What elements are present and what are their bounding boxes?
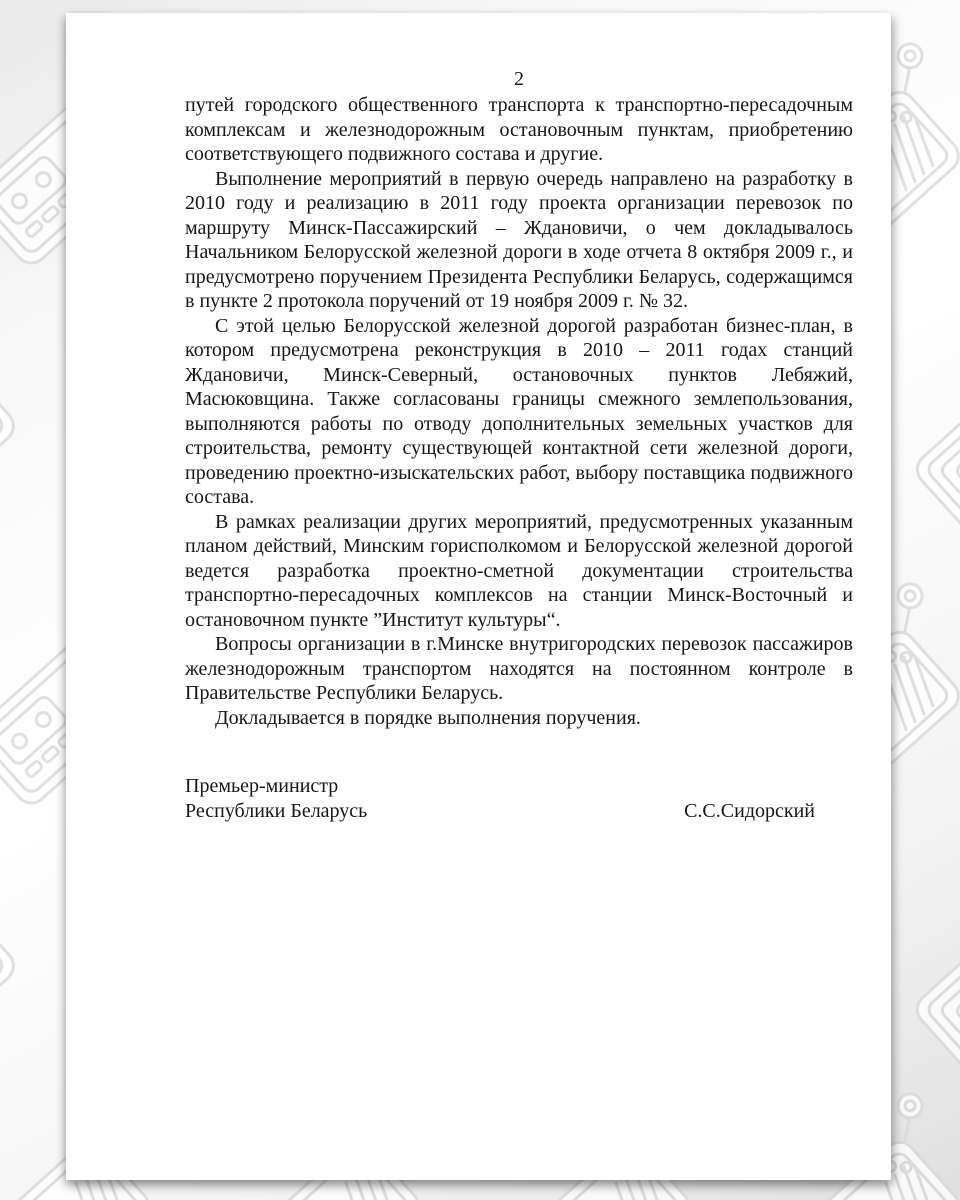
paragraph: Выполнение мероприятий в первую очередь направлено на разработку в 2010 году и реализацию в 2011 году проекта организации перевозок по маршруту Минск-Пассажирский – Ждановичи, о чем докладывалось Начальником Белорусской железной дороги в ходе отчета 8 октября 2009 г., и предусмотрено поручением Президента Республики Беларусь, содержащимся в пункте 2 протокола поручений от 19 ноября 2009 г. № 32. (185, 167, 853, 312)
signature-block (185, 774, 853, 823)
paragraph: путей городского общественного транспорта к транспортно-пересадочным комплексам и железнодорожным остановочным пунктам, приобретению соответствующего подвижного состава и другие. (185, 94, 853, 165)
cassette-recorder-icon (879, 834, 960, 1111)
document-page (66, 13, 891, 1180)
cassette-recorder-icon (879, 0, 960, 31)
paragraph: Вопросы организации в г.Минске внутригородских перевозок пассажиров железнодорожным транспортом находятся на постоянном контроле в Правительстве Республики Беларусь. (185, 633, 853, 704)
paragraph: Докладывается в порядке выполнения поручения. (215, 706, 641, 729)
paragraph: С этой целью Белорусской железной дорогой разработан бизнес-план, в котором предусмотрена реконструкция в 2010 – 2011 годах станций Ждановичи, Минск-Северный, остановочных пунктов Лебяжий, Масюковщина. Также согласованы границы смежного землепользования, выполняются работы по отводу дополнительных земельных участков для строительства, ремонту существующей контактной сети железной дороги, проведению проектно-изыскательских работ, выбору поставщика подвижного состава. (185, 314, 853, 508)
signer-title (185, 774, 367, 823)
cassette-recorder-icon (879, 294, 960, 571)
signer-title-line2: Республики Беларусь (185, 799, 368, 822)
document-body (185, 93, 853, 823)
signer-name: С.С.Сидорский (684, 799, 815, 822)
signer-title-line1: Премьер-министр (185, 775, 339, 797)
page-number: 2 (514, 68, 524, 90)
paragraph: В рамках реализации других мероприятий, предусмотренных указанным планом действий, Минским горисполкомом и Белорусской железной дорогой ведется разработка проектно-сметной документации строительства транспортно-пересадочных комплексов на станции Минск-Восточный и остановочном пункте ”Институт культуры“. (185, 510, 853, 631)
